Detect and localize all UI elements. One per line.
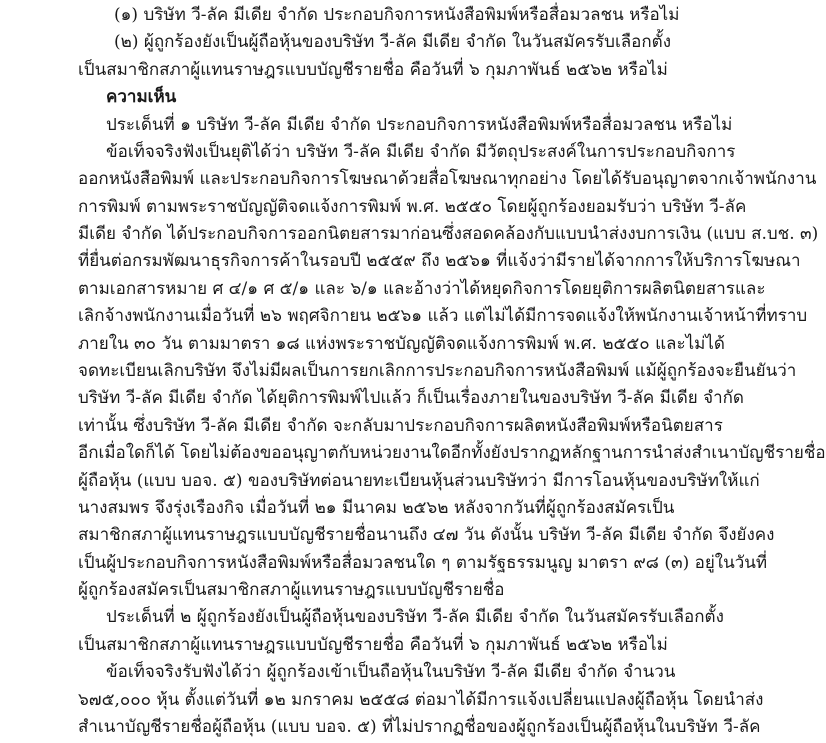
paragraph-line: ผู้ถูกร้องสมัครเป็นสมาชิกสภาผู้แทนราษฎรแบบบัญชีรายชื่อ <box>78 580 505 600</box>
paragraph-line: ตามเอกสารหมาย ศ ๔/๑ ศ ๕/๑ และ ๖/๑ และอ้างว่าได้หยุดกิจการโดยยุติการผลิตนิตยสารและ <box>78 279 766 299</box>
paragraph-line: ภายใน ๓๐ วัน ตามมาตรา ๑๘ แห่งพระราชบัญญัติจดแจ้งการพิมพ์ พ.ศ. ๒๕๕๐ และไม่ได้ <box>78 334 725 354</box>
paragraph-line: เป็นสมาชิกสภาผู้แทนราษฎรแบบบัญชีรายชื่อ คือวันที่ ๖ กุมภาพันธ์ ๒๕๖๒ หรือไม่ <box>78 60 668 80</box>
paragraph-line: นางสมพร จึงรุ่งเรืองกิจ เมื่อวันที่ ๒๑ มีนาคม ๒๕๖๒ หลังจากวันที่ผู้ถูกร้องสมัครเป็น <box>78 498 675 518</box>
paragraph-line: ๖๗๕,๐๐๐ หุ้น ตั้งแต่วันที่ ๑๒ มกราคม ๒๕๕๘ ต่อมาได้มีการแจ้งเปลี่ยนแปลงผู้ถือหุ้น โดยนำส่ง <box>78 690 764 710</box>
paragraph-line: จดทะเบียนเลิกบริษัท จึงไม่มีผลเป็นการยกเลิกการประกอบกิจการหนังสือพิมพ์ แม้ผู้ถูกร้องจะยืนยันว่า <box>78 361 797 381</box>
paragraph-line: ข้อเท็จจริงรับฟังได้ว่า ผู้ถูกร้องเข้าเป็นถือหุ้นในบริษัท วี-ลัค มีเดีย จำกัด จำนวน <box>106 662 676 682</box>
issue-2-question: (๒) ผู้ถูกร้องยังเป็นผู้ถือหุ้นของบริษัท วี-ลัค มีเดีย จำกัด ในวันสมัครรับเลือกตั้ง <box>114 32 672 52</box>
paragraph-line: เลิกจ้างพนักงานเมื่อวันที่ ๒๖ พฤศจิกายน ๒๕๖๑ แล้ว แต่ไม่ได้มีการจดแจ้งให้พนักงานเจ้าหน้าที่ทราบ <box>78 306 808 326</box>
paragraph-line: ออกหนังสือพิมพ์ และประกอบกิจการโฆษณาด้วยสื่อโฆษณาทุกอย่าง โดยได้รับอนุญาตจากเจ้าพนักงาน <box>78 169 817 189</box>
paragraph-line: มีเดีย จำกัด ได้ประกอบกิจการออกนิตยสารมาก่อนซึ่งสอดคล้องกับแบบนำส่งงบการเงิน (แบบ ส.บช. ๓) <box>78 224 819 244</box>
paragraph-line: อีกเมื่อใดก็ได้ โดยไม่ต้องขออนุญาตกับหน่วยงานใดอีกทั้งยังปรากฏหลักฐานการนำส่งสำเนาบัญชีรายชื่อ <box>78 443 826 463</box>
section-heading: ความเห็น <box>106 87 177 107</box>
paragraph-line: ผู้ถือหุ้น (แบบ บอจ. ๕) ของบริษัทต่อนายทะเบียนหุ้นส่วนบริษัทว่า มีการโอนหุ้นของบริษัทให้แก่ <box>78 471 760 491</box>
paragraph-line: เป็นผู้ประกอบกิจการหนังสือพิมพ์หรือสื่อมวลชนใด ๆ ตามรัฐธรรมนูญ มาตรา ๙๘ (๓) อยู่ในวันที่ <box>78 553 768 573</box>
paragraph-line: ข้อเท็จจริงฟังเป็นยุติได้ว่า บริษัท วี-ลัค มีเดีย จำกัด มีวัตถุประสงค์ในการประกอบกิจการ <box>106 142 736 162</box>
issue-1-heading: ประเด็นที่ ๑ บริษัท วี-ลัค มีเดีย จำกัด ประกอบกิจการหนังสือพิมพ์หรือสื่อมวลชน หรือไม่ <box>106 115 733 135</box>
paragraph-line: สมาชิกสภาผู้แทนราษฎรแบบบัญชีรายชื่อนานถึง ๔๗ วัน ดังนั้น บริษัท วี-ลัค มีเดีย จำกัด จึงยังคง <box>78 525 775 545</box>
paragraph-line: เป็นสมาชิกสภาผู้แทนราษฎรแบบบัญชีรายชื่อ คือวันที่ ๖ กุมภาพันธ์ ๒๕๖๒ หรือไม่ <box>78 635 668 655</box>
issue-2-heading: ประเด็นที่ ๒ ผู้ถูกร้องยังเป็นผู้ถือหุ้นของบริษัท วี-ลัค มีเดีย จำกัด ในวันสมัครรับเลือกตั้ง <box>106 607 724 627</box>
issue-1-question: (๑) บริษัท วี-ลัค มีเดีย จำกัด ประกอบกิจการหนังสือพิมพ์หรือสื่อมวลชน หรือไม่ <box>114 5 680 25</box>
paragraph-line: สำเนาบัญชีรายชื่อผู้ถือหุ้น (แบบ บอจ. ๕) ที่ไม่ปรากฏชื่อของผู้ถูกร้องเป็นผู้ถือหุ้นในบริษัท วี-ลัค <box>78 717 761 737</box>
paragraph-line: บริษัท วี-ลัค มีเดีย จำกัด ได้ยุติการพิมพ์ไปแล้ว ก็เป็นเรื่องภายในของบริษัท วี-ลัค มีเดีย จำกัด <box>78 388 744 408</box>
paragraph-line: เท่านั้น ซึ่งบริษัท วี-ลัค มีเดีย จำกัด จะกลับมาประกอบกิจการผลิตหนังสือพิมพ์หรือนิตยสาร <box>78 416 723 436</box>
paragraph-line: ที่ยื่นต่อกรมพัฒนาธุรกิจการค้าในรอบปี ๒๕๕๙ ถึง ๒๕๖๑ ที่แจ้งว่ามีรายได้จากการให้บริการโฆษณา <box>78 251 801 271</box>
paragraph-line: การพิมพ์ ตามพระราชบัญญัติจดแจ้งการพิมพ์ พ.ศ. ๒๕๕๐ โดยผู้ถูกร้องยอมรับว่า บริษัท วี-ลัค <box>78 197 747 217</box>
